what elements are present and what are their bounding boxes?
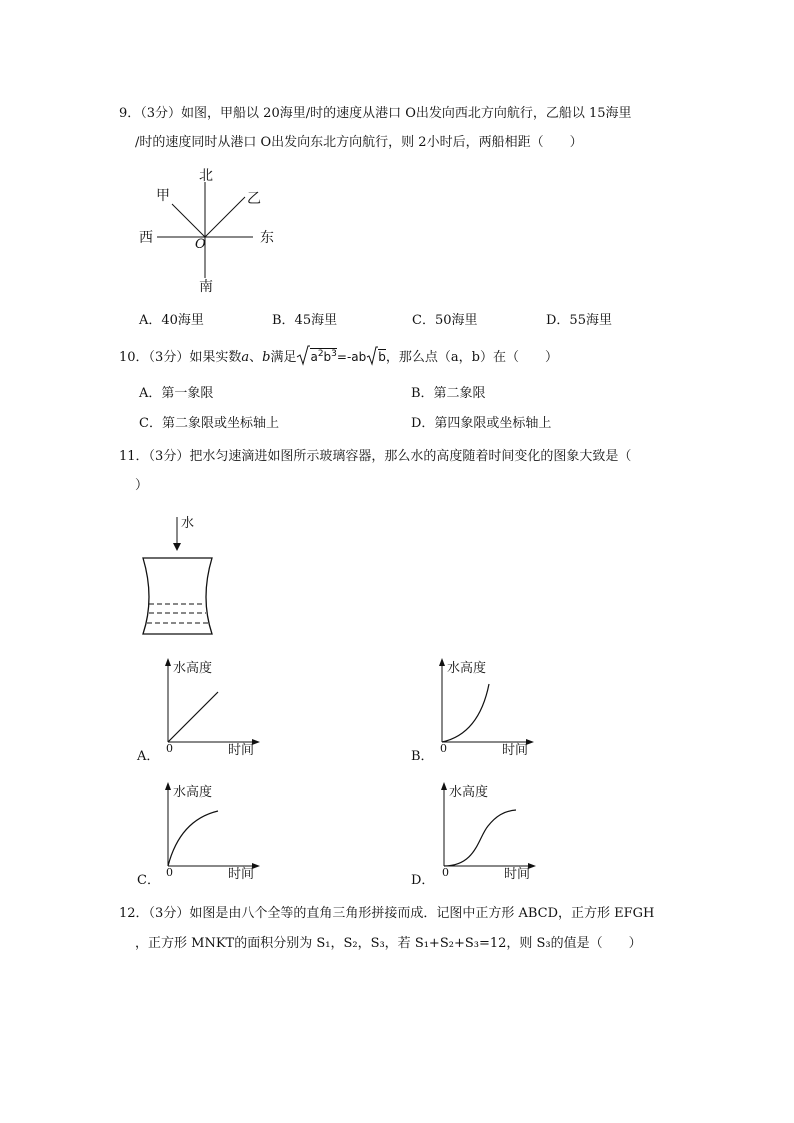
q11-graph-b-origin: 0 xyxy=(440,742,447,755)
q10-sep: 、 xyxy=(249,350,263,365)
q10-equation: $a^2b^3=-ab$ b xyxy=(296,338,385,374)
q9-text-line1: 9．（3分）如图，甲船以 20海里/时的速度从港口 O出发向西北方向航行，乙船以 15海里 xyxy=(119,106,632,121)
q11-container-figure xyxy=(135,513,225,643)
q10-option-b[interactable]: B．第二象限 xyxy=(411,386,486,401)
q11-graph-b xyxy=(434,654,544,758)
q11-graph-a-origin: 0 xyxy=(166,742,173,755)
q9-south-label: 南 xyxy=(199,279,213,295)
q11-option-c[interactable]: C． xyxy=(137,873,160,888)
q11-text-line1: 11．（3分）把水匀速滴进如图所示玻璃容器，那么水的高度随着时间变化的图象大致是（ xyxy=(119,449,632,464)
q11-graph-d xyxy=(436,778,546,882)
q12-text-line1: 12．（3分）如图是由八个全等的直角三角形拼接而成．记图中正方形 ABCD，正方形 EFGH xyxy=(119,906,655,921)
q10-text xyxy=(119,338,558,374)
q10-suffix: ，那么点（a，b）在（ ） xyxy=(385,350,558,365)
q10-option-a[interactable]: A．第一象限 xyxy=(139,386,214,401)
q9-origin-label: O xyxy=(195,237,206,252)
q11-graph-b-xlabel: 时间 xyxy=(502,743,529,758)
q9-north-label: 北 xyxy=(199,168,213,184)
q10-prefix: 10．（3分）如果实数 xyxy=(119,350,242,365)
q9-option-c[interactable]: C．50海里 xyxy=(412,313,478,328)
q11-graph-c xyxy=(160,778,270,882)
q9-text-line2: /时的速度同时从港口 O出发向东北方向航行，则 2小时后，两船相距（ ） xyxy=(135,135,583,150)
q11-water-label: 水 xyxy=(181,516,195,531)
q10-mid: 满足 xyxy=(270,350,297,365)
q9-option-d[interactable]: D．55海里 xyxy=(546,313,612,328)
q9-west-label: 西 xyxy=(139,230,153,246)
q11-option-a[interactable]: A． xyxy=(137,749,160,764)
q11-graph-b-ylabel: 水高度 xyxy=(447,661,487,676)
q9-option-b[interactable]: B．45海里 xyxy=(272,313,338,328)
q11-graph-a-ylabel: 水高度 xyxy=(173,661,213,676)
q9-east-label: 东 xyxy=(260,230,274,246)
q11-graph-c-ylabel: 水高度 xyxy=(173,785,213,800)
q9-option-a[interactable]: A．40海里 xyxy=(139,313,204,328)
q11-graph-a xyxy=(160,654,270,758)
q11-graph-d-xlabel: 时间 xyxy=(504,867,531,882)
q11-graph-c-origin: 0 xyxy=(166,866,173,879)
q11-graph-a-xlabel: 时间 xyxy=(228,743,255,758)
q11-graph-c-xlabel: 时间 xyxy=(228,867,255,882)
q11-graph-d-ylabel: 水高度 xyxy=(449,785,489,800)
q11-option-d[interactable]: D． xyxy=(411,873,435,888)
q12-text-line2: ，正方形 MNKT的面积分别为 S₁，S₂，S₃，若 S₁+S₂+S₃=12，则 S₃的值是（ ） xyxy=(135,936,642,951)
q9-compass-figure xyxy=(135,160,285,300)
q10-var-b: b xyxy=(262,350,271,365)
q10-option-d[interactable]: D．第四象限或坐标轴上 xyxy=(411,416,552,431)
q11-graph-d-origin: 0 xyxy=(442,866,449,879)
q10-var-a: a xyxy=(241,350,250,365)
q11-option-b[interactable]: B． xyxy=(411,749,434,764)
q11-text-line2: ） xyxy=(135,478,149,493)
q10-option-c[interactable]: C．第二象限或坐标轴上 xyxy=(139,416,279,431)
q9-ship-a-label: 甲 xyxy=(156,188,170,204)
q9-ship-b-label: 乙 xyxy=(247,191,261,207)
